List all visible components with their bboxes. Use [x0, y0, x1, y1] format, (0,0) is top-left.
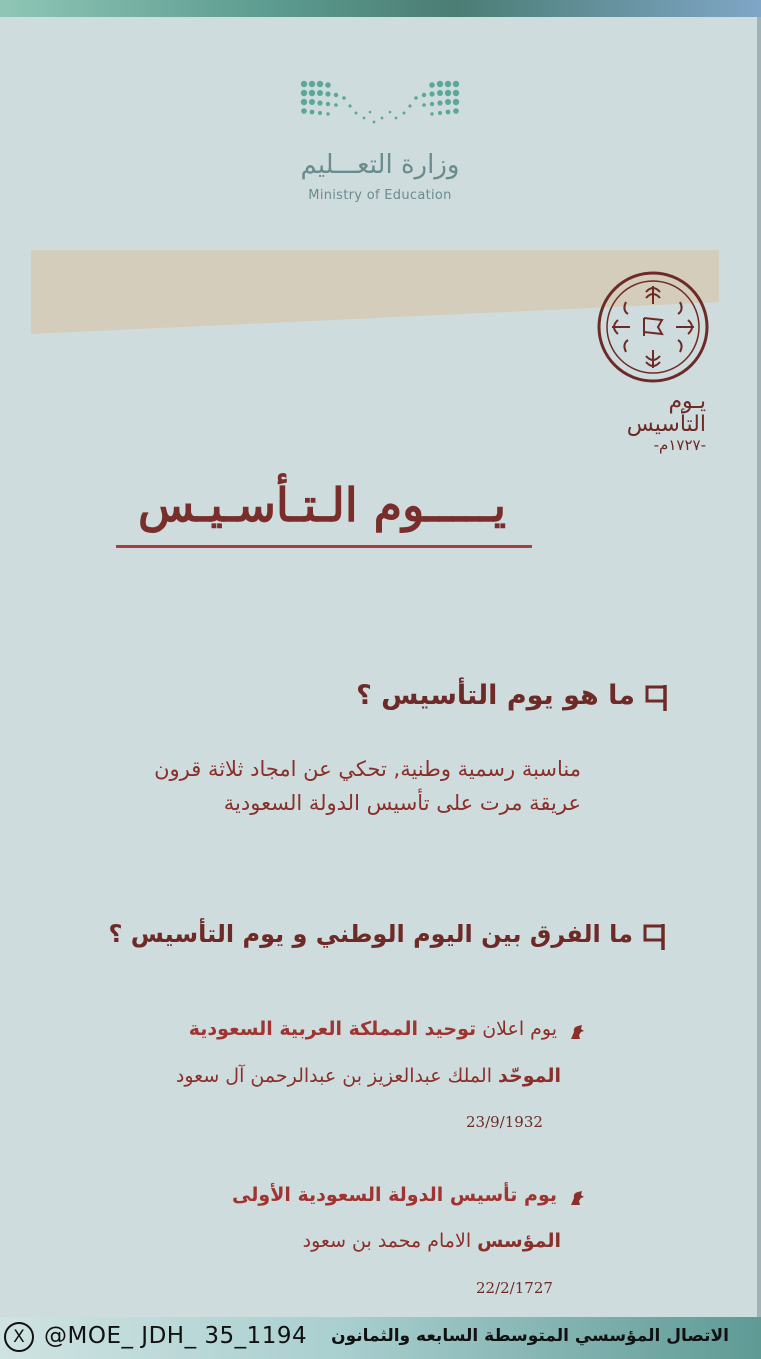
emblem-line-3: -١٧٢٧م-	[653, 436, 706, 455]
item-2-head-bold: يوم تأسيس الدولة السعودية الأولى	[232, 1184, 557, 1206]
item-1-date: 23/9/1932	[466, 1113, 543, 1131]
difference-item-2	[232, 1184, 557, 1206]
footer-handle[interactable]: @MOE_ JDH_ 35_1194	[44, 1323, 308, 1349]
item-2-date: 22/2/1727	[476, 1279, 553, 1297]
ministry-dots-icon	[290, 72, 470, 142]
item-1-sub-rest: الملك عبدالعزيز بن عبدالرحمن آل سعود	[175, 1065, 492, 1087]
item-2-sub-rest: الامام محمد بن سعود	[302, 1230, 472, 1252]
flag-icon	[641, 922, 667, 952]
top-gradient-bar	[0, 0, 761, 17]
item-1-head-bold: توحيد المملكة العربية السعودية	[188, 1018, 477, 1040]
item-1-subtitle	[176, 1065, 561, 1087]
emblem-line-1: يـوم	[668, 389, 706, 414]
page-title: يـــــوم الـتـأسـيـس	[137, 478, 507, 532]
item-1-sub-bold: الموحّد	[498, 1065, 561, 1087]
question-2: ما الفرق بين اليوم الوطني و يوم التأسيس ؟	[108, 920, 633, 948]
title-underline	[116, 545, 532, 548]
item-2-subtitle	[303, 1230, 561, 1252]
x-logo-icon[interactable]: X	[4, 1322, 34, 1352]
item-2-sub-bold: المؤسس	[477, 1230, 561, 1252]
question-1: ما هو يوم التأسيس ؟	[356, 680, 635, 711]
answer-1	[101, 752, 581, 820]
emblem-line-2: التأسيس	[626, 412, 706, 438]
footer-bar	[0, 1317, 761, 1359]
answer-1-line-1: مناسبة رسمية وطنية, تحكي عن امجاد ثلاثة قرون	[154, 757, 581, 781]
ministry-name-english: Ministry of Education	[308, 188, 452, 203]
founding-day-seal-icon	[596, 270, 710, 384]
right-edge-strip	[757, 17, 761, 1317]
horse-bullet-icon	[568, 1189, 586, 1207]
answer-1-line-2: عريقة مرت على تأسيس الدولة السعودية	[223, 791, 581, 815]
ministry-name-arabic: وزارة التعـــليم	[300, 150, 460, 180]
horse-bullet-icon	[568, 1023, 586, 1041]
ministry-logo	[290, 72, 480, 212]
founding-day-emblem-text	[598, 390, 706, 454]
footer-school-name: الاتصال المؤسسي المتوسطة السابعه والثمانون	[331, 1326, 729, 1346]
difference-item-1	[189, 1018, 557, 1040]
item-1-head-prefix: يوم اعلان	[482, 1018, 557, 1040]
flag-icon	[643, 683, 669, 713]
